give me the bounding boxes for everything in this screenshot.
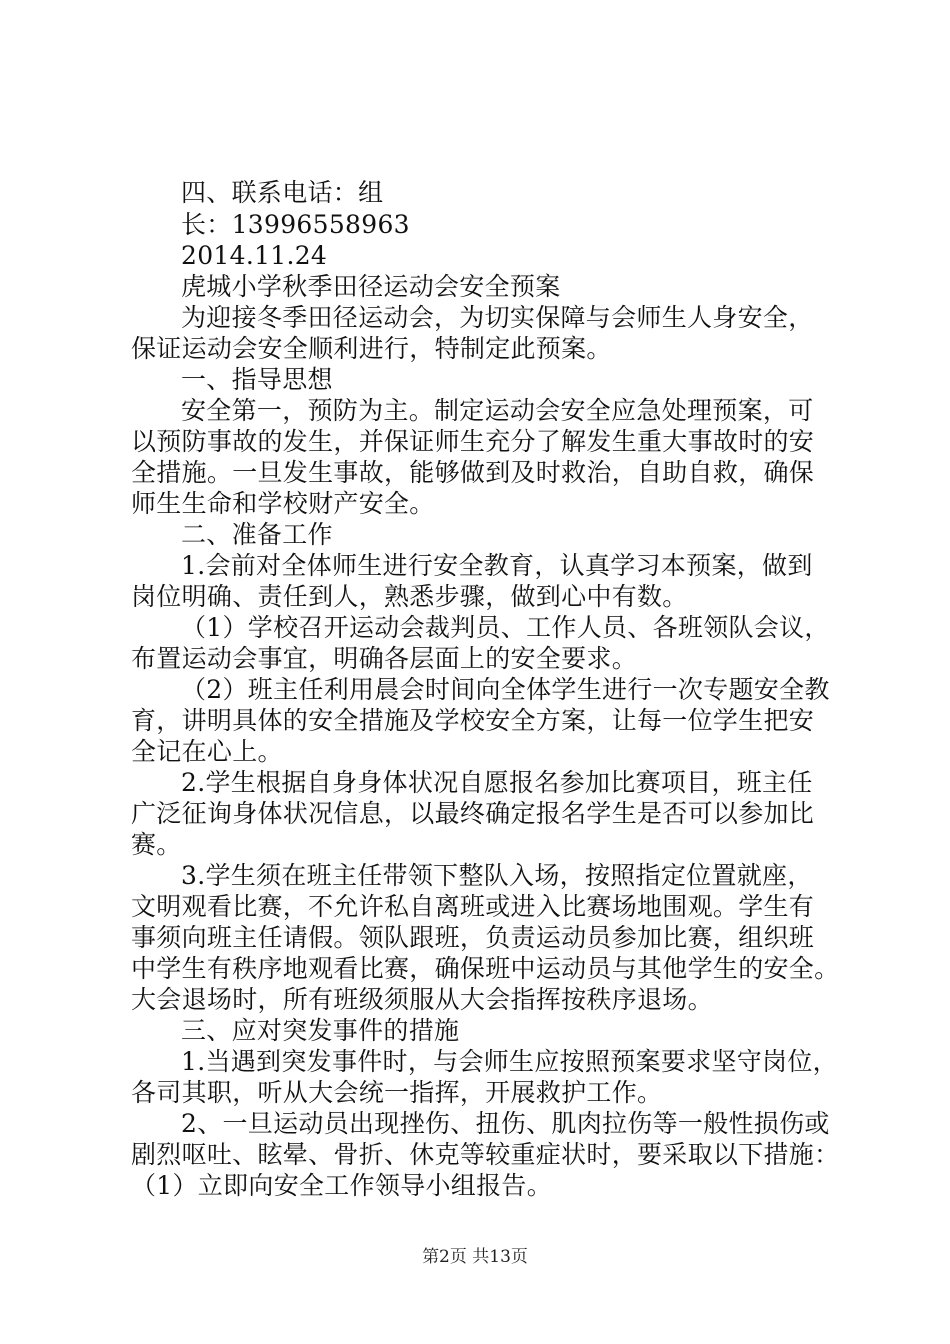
paragraph-line: 2.学生根据自身身体状况自愿报名参加比赛项目，班主任 — [181, 768, 813, 797]
section-heading-1: 一、指导思想 — [181, 365, 333, 394]
paragraph-line: 育，讲明具体的安全措施及学校安全方案，让每一位学生把安 — [131, 706, 815, 735]
section-heading-3: 三、应对突发事件的措施 — [181, 1016, 460, 1045]
paragraph-line: 文明观看比赛，不允许私自离班或进入比赛场地围观。学生有 — [131, 892, 815, 921]
intro-line-1: 为迎接冬季田径运动会，为切实保障与会师生人身安全， — [181, 303, 814, 332]
paragraph-line: 安全第一，预防为主。制定运动会安全应急处理预案，可 — [181, 396, 814, 425]
paragraph-line: （2）班主任利用晨会时间向全体学生进行一次专题安全教 — [181, 675, 830, 704]
document-date: 2014.11.24 — [181, 241, 328, 270]
paragraph-line: 1.会前对全体师生进行安全教育，认真学习本预案，做到 — [181, 551, 813, 580]
document-title: 虎城小学秋季田径运动会安全预案 — [181, 272, 561, 301]
paragraph-line: 全措施。一旦发生事故，能够做到及时救治，自助自救，确保 — [131, 458, 815, 487]
paragraph-line: 广泛征询身体状况信息，以最终确定报名学生是否可以参加比 — [131, 799, 815, 828]
contact-heading: 四、联系电话：组 — [181, 178, 384, 207]
intro-line-2: 保证运动会安全顺利进行，特制定此预案。 — [131, 334, 612, 363]
paragraph-line: 事须向班主任请假。领队跟班，负责运动员参加比赛，组织班 — [131, 923, 815, 952]
paragraph-line: 1.当遇到突发事件时，与会师生应按照预案要求坚守岗位， — [181, 1047, 838, 1076]
page-footer: 第2页 共13页 — [422, 1247, 528, 1267]
paragraph-line: 2、一旦运动员出现挫伤、扭伤、肌肉拉伤等一般性损伤或 — [181, 1109, 830, 1138]
paragraph-line: 3.学生须在班主任带领下整队入场，按照指定位置就座， — [181, 861, 813, 890]
paragraph-line: 岗位明确、责任到人，熟悉步骤，做到心中有数。 — [131, 582, 688, 611]
contact-phone: 长：13996558963 — [181, 210, 410, 239]
paragraph-line: 剧烈呕吐、眩晕、骨折、休克等较重症状时，要采取以下措施： — [131, 1140, 840, 1169]
paragraph-line: 以预防事故的发生，并保证师生充分了解发生重大事故时的安 — [131, 427, 815, 456]
paragraph-line: （1）学校召开运动会裁判员、工作人员、各班领队会议， — [181, 613, 830, 642]
paragraph-line: 师生生命和学校财产安全。 — [131, 489, 435, 518]
paragraph-line: 各司其职，听从大会统一指挥，开展救护工作。 — [131, 1078, 663, 1107]
paragraph-line: 赛。 — [131, 830, 182, 859]
paragraph-line: 中学生有秩序地观看比赛，确保班中运动员与其他学生的安全。 — [131, 954, 840, 983]
paragraph-line: 布置运动会事宜，明确各层面上的安全要求。 — [131, 644, 638, 673]
paragraph-line: 全记在心上。 — [131, 737, 283, 766]
paragraph-line: （1）立即向安全工作领导小组报告。 — [131, 1171, 553, 1200]
section-heading-2: 二、准备工作 — [181, 520, 333, 549]
paragraph-line: 大会退场时，所有班级须服从大会指挥按秩序退场。 — [131, 985, 713, 1014]
